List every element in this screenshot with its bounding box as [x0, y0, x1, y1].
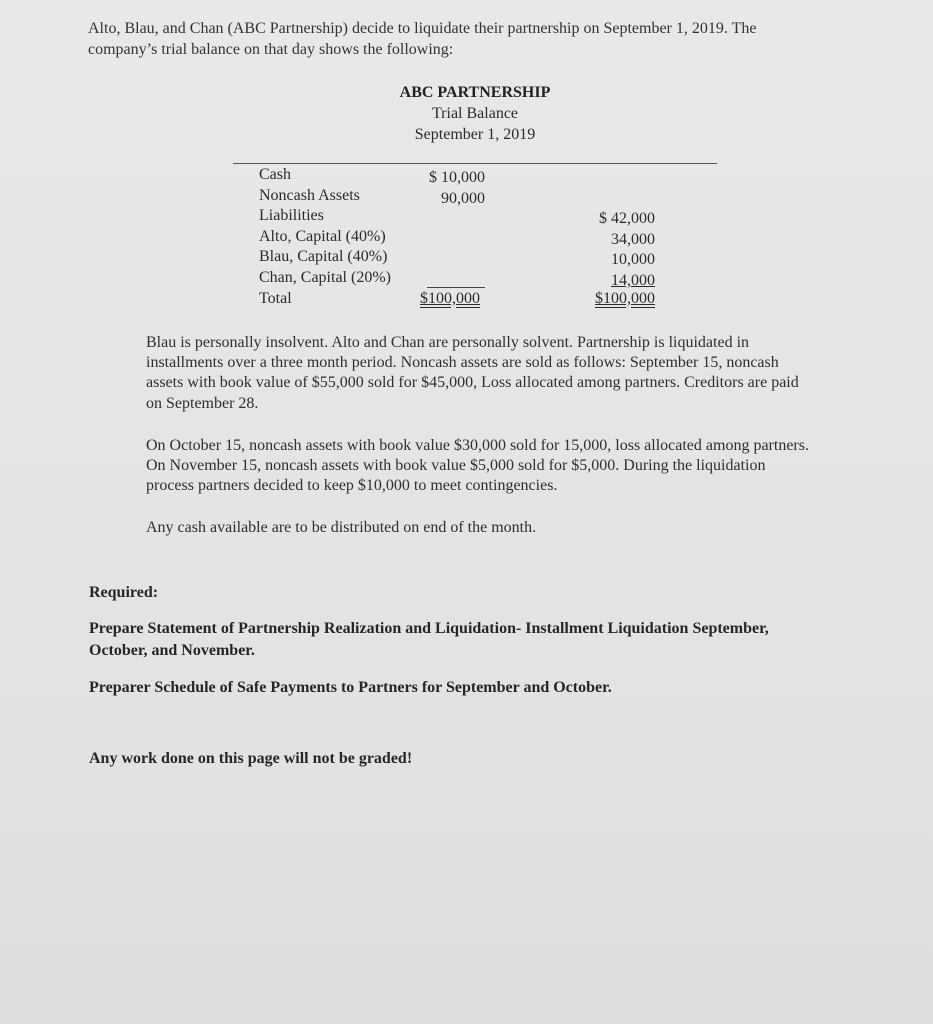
account-label-blau-capital: Blau, Capital (40%) — [259, 248, 388, 266]
required-item-line-2: October, and November. — [89, 641, 255, 659]
credit-total: $100,000 — [595, 290, 655, 307]
paragraph-line: process partners decided to keep $10,000 to meet contingencies. — [146, 477, 558, 495]
account-label-noncash-assets: Noncash Assets — [259, 186, 360, 204]
credit-alto-capital: 34,000 — [611, 230, 655, 248]
credit-liabilities: $ 42,000 — [599, 210, 655, 227]
required-item-statement — [89, 618, 869, 661]
required-item-schedule-text: Preparer Schedule of Safe Payments to Partners for September and October. — [89, 679, 612, 696]
grading-note — [89, 748, 869, 770]
account-label-chan-capital: Chan, Capital (20%) — [259, 268, 391, 286]
company-name: ABC PARTNERSHIP — [399, 84, 551, 101]
credit-blau-capital: 10,000 — [611, 251, 655, 269]
paragraph-line: on September 28. — [146, 394, 259, 412]
debit-subtotal-rule — [427, 287, 485, 288]
intro-paragraph — [88, 18, 848, 60]
statement-date: September 1, 2019 — [414, 126, 536, 143]
required-item-schedule — [89, 677, 869, 699]
grading-note-text: Any work done on this page will not be graded! — [89, 750, 413, 767]
required-heading — [89, 582, 869, 604]
debit-total: $100,000 — [420, 290, 480, 307]
intro-line-1: Alto, Blau, and Chan (ABC Partnership) decide to liquidate their partnership on September 1, 2019. The — [88, 20, 757, 37]
account-label-liabilities: Liabilities — [259, 207, 324, 225]
account-label-alto-capital: Alto, Capital (40%) — [259, 227, 386, 245]
paragraph-line: assets with book value of $55,000 sold for $45,000, Loss allocated among partners. Creditors are paid — [146, 374, 799, 392]
required-heading-text: Required: — [89, 584, 159, 601]
paragraph-line: Blau is personally insolvent. Alto and Chan are personally solvent. Partnership is liquidated in — [146, 334, 750, 351]
paragraph-distribution — [146, 518, 861, 538]
debit-column — [400, 168, 485, 209]
account-label-cash: Cash — [259, 166, 291, 183]
paragraph-liquidation-terms — [146, 333, 861, 414]
debit-cash: $ 10,000 — [429, 169, 485, 186]
debit-noncash-assets: 90,000 — [441, 189, 485, 207]
paragraph-line: Any cash available are to be distributed on end of the month. — [146, 519, 537, 536]
paragraph-line: On November 15, noncash assets with book value $5,000 sold for $5,000. During the liquidation — [146, 457, 766, 475]
paragraph-later-sales — [146, 436, 861, 497]
required-item-line-1: Prepare Statement of Partnership Realization and Liquidation- Installment Liquidation September, — [89, 620, 769, 637]
account-label-total: Total — [259, 289, 292, 307]
credit-chan-capital: 14,000 — [611, 271, 655, 289]
trial-balance-header — [340, 82, 610, 145]
statement-title: Trial Balance — [431, 105, 519, 122]
account-labels — [259, 165, 391, 309]
intro-line-2: company’s trial balance on that day shows the following: — [88, 41, 454, 58]
credit-column — [570, 209, 655, 291]
paragraph-line: installments over a three month period. Noncash assets are sold as follows: September 15, noncash — [146, 354, 779, 372]
paragraph-line: On October 15, noncash assets with book value $30,000 sold for 15,000, loss allocated among partners. — [146, 437, 809, 454]
header-rule — [233, 163, 717, 164]
